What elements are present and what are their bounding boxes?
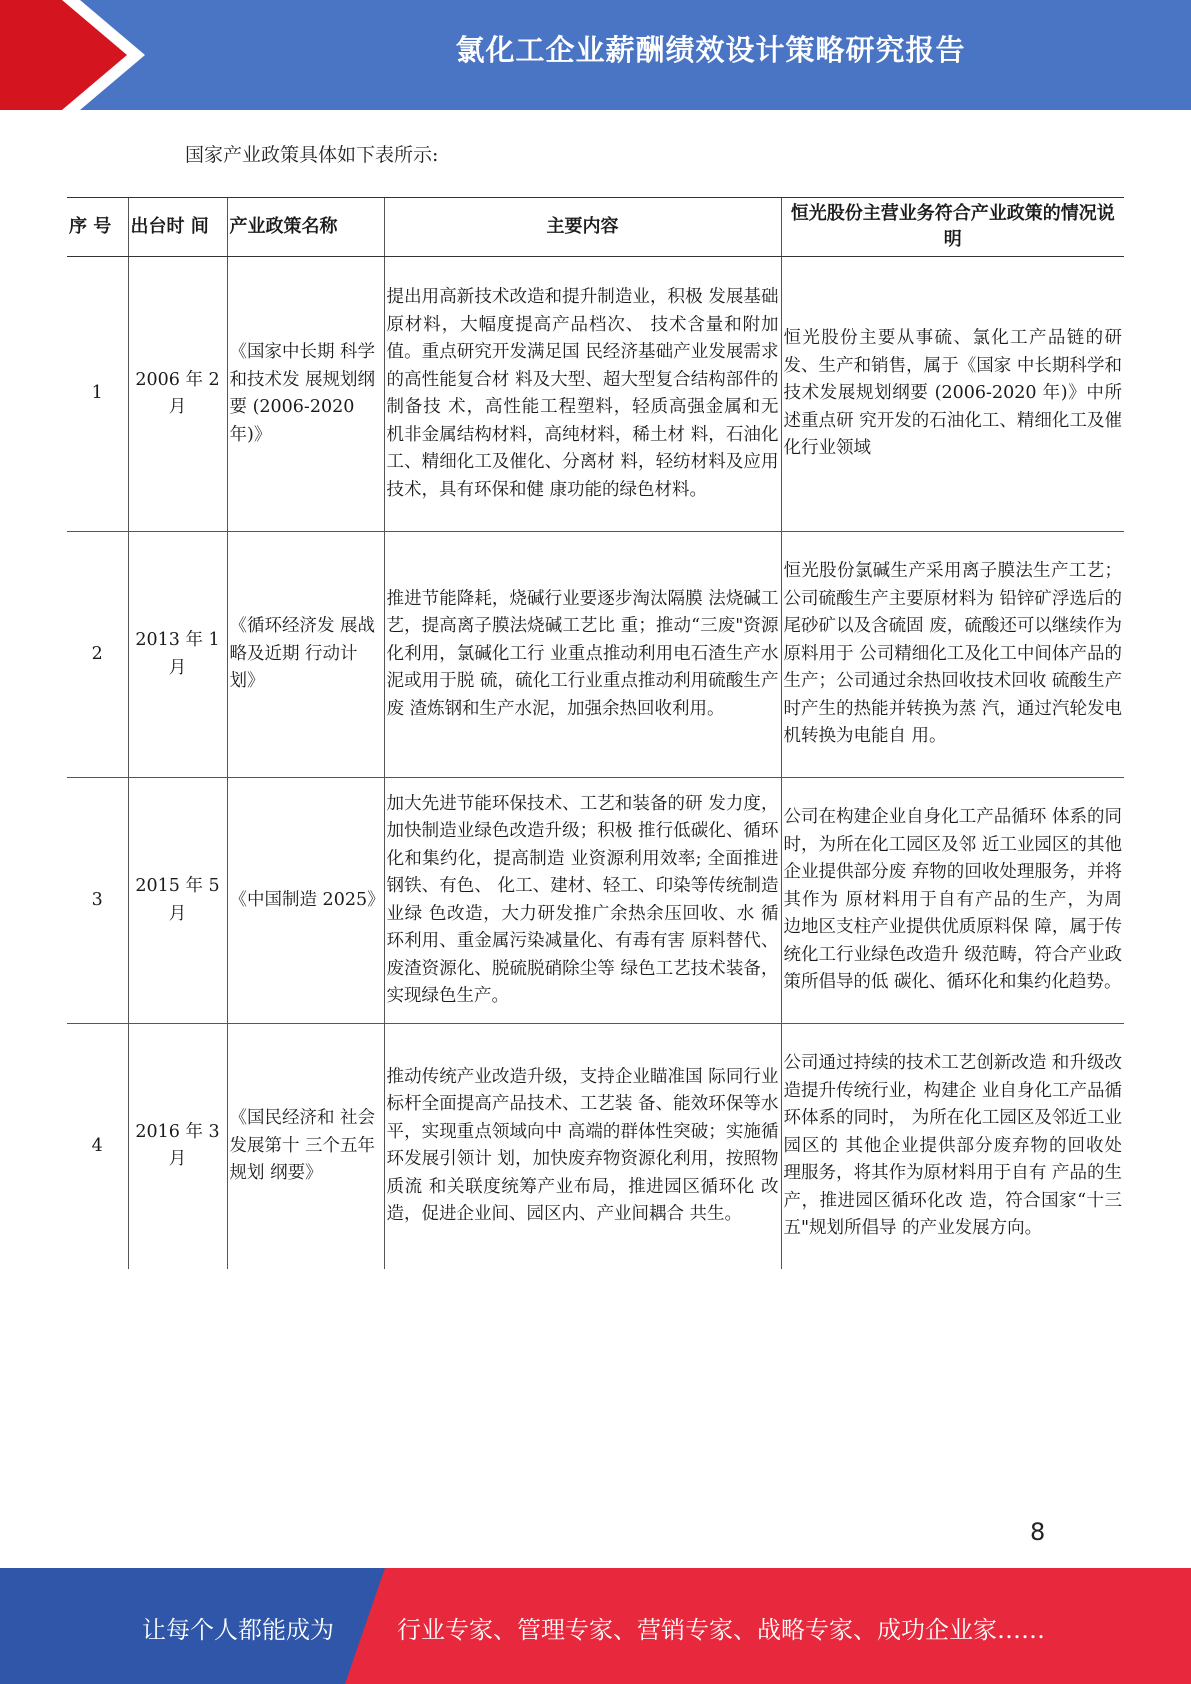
- header-description: 恒光股份主营业务符合产业政策的情况说明: [781, 198, 1124, 257]
- row-description: 公司在构建企业自身化工产品循环 体系的同时，为所在化工园区及邻 近工业园区的其他企业提供部分废 弃物的回收处理服务，并将其作为 原材料用于自有产品的生产，为周 边地区支柱产业提供优质原料保 障，属于传统化工行业绿色改造升 级范畴，符合产业政策所倡导的低 碳化、循环化和集约化趋势。: [781, 778, 1124, 1024]
- footer-slogan-right: 行业专家、管理专家、营销专家、战略专家、成功企业家……: [397, 1616, 1045, 1644]
- report-title: 氯化工企业薪酬绩效设计策略研究报告: [455, 33, 966, 67]
- page-header: [0, 0, 1191, 110]
- row-policy-name: 《国民经济和 社会发展第十 三个五年规划 纲要》: [227, 1024, 384, 1269]
- row-description: 恒光股份主要从事硫、氯化工产品链的研发、生产和销售，属于《国家 中长期科学和技术发展规划纲要 (2006-2020 年)》中所述重点研 究开发的石油化工、精细化工及催 化行业领域: [781, 257, 1124, 532]
- footer-slogan-left: 让每个人都能成为: [142, 1616, 334, 1644]
- row-date: 2016 年 3月: [128, 1024, 227, 1269]
- header-policy-name: 产业政策名称: [227, 198, 384, 257]
- row-no: 3: [67, 778, 128, 1024]
- row-policy-name: 《国家中长期 科学和技术发 展规划纲要 (2006-2020 年)》: [227, 257, 384, 532]
- row-date: 2013 年 1月: [128, 532, 227, 778]
- row-policy-name: 《循环经济发 展战略及近期 行动计划》: [227, 532, 384, 778]
- table-row: [67, 778, 1124, 1024]
- row-date: 2015 年 5月: [128, 778, 227, 1024]
- page-number: 8: [1030, 1518, 1046, 1546]
- header-date: 出台时 间: [128, 198, 227, 257]
- row-no: 4: [91, 1135, 103, 1156]
- table-row: [67, 532, 1124, 778]
- row-description: 恒光股份氯碱生产采用离子膜法生产工艺；公司硫酸生产主要原材料为 铅锌矿浮选后的尾砂矿以及含硫固 废，硫酸还可以继续作为原料用于 公司精细化工及化工中间体产品的 生产；公司通过余热回收技术回收 硫酸生产时产生的热能并转换为蒸 汽，通过汽轮发电机转换为电能自 用。: [781, 532, 1124, 778]
- row-no: 2: [67, 532, 128, 778]
- table-row: [67, 257, 1124, 532]
- row-no: 1: [67, 257, 128, 532]
- row-main-content: 推进节能降耗，烧碱行业要逐步淘汰隔膜 法烧碱工艺，提高离子膜法烧碱工艺比 重；推动“三废"资源化利用，氯碱化工行 业重点推动利用电石渣生产水泥或用于脱 硫，硫化工行业重点推动利用硫酸生产废 渣炼钢和生产水泥，加强余热回收利用。: [384, 532, 781, 778]
- header-no: 序 号: [67, 198, 128, 257]
- table-header-row: [67, 198, 1124, 257]
- table-row: [67, 1024, 1124, 1269]
- intro-text: 国家产业政策具体如下表所示:: [185, 144, 439, 166]
- row-date: 2006 年 2月: [128, 257, 227, 532]
- row-main-content: 加大先进节能环保技术、工艺和装备的研 发力度，加快制造业绿色改造升级；积极 推行低碳化、循环化和集约化，提高制造 业资源利用效率; 全面推进钢铁、有色、 化工、建材、轻工、印染等传统制造业绿 色改造，大力研发推广余热余压回收、水 循环利用、重金属污染减量化、有毒有害 原料替代、废渣资源化、脱硫脱硝除尘等 绿色工艺技术装备，实现绿色生产。: [384, 778, 781, 1024]
- policy-table: [67, 197, 1124, 1269]
- row-main-content: 推动传统产业改造升级，支持企业瞄准国 际同行业标杆全面提高产品技术、工艺装 备、能效环保等水平，实现重点领域向中 高端的群体性突破；实施循环发展引领计 划，加快废弃物资源化利用，按照物质流 和关联度统筹产业布局，推进园区循环化 改造，促进企业间、园区内、产业间耦合 共生。: [384, 1024, 781, 1269]
- row-policy-name: 《中国制造 2025》: [227, 778, 384, 1024]
- header-main-content: 主要内容: [384, 198, 781, 257]
- row-main-content: 提出用高新技术改造和提升制造业，积极 发展基础原材料，大幅度提高产品档次、 技术含量和附加值。重点研究开发满足国 民经济基础产业发展需求的高性能复合材 料及大型、超大型复合结构部件的制备技 术，高性能工程塑料，轻质高强金属和无 机非金属结构材料，高纯材料，稀土材 料，石油化工、精细化工及催化、分离材 料，轻纺材料及应用技术，具有环保和健 康功能的绿色材料。: [384, 257, 781, 532]
- row-description: 公司通过持续的技术工艺创新改造 和升级改造提升传统行业，构建企 业自身化工产品循环体系的同时， 为所在化工园区及邻近工业园区的 其他企业提供部分废弃物的回收处 理服务，将其作为原材料用于自有 产品的生产，推进园区循环化改 造，符合国家“十三五"规划所倡导 的产业发展方向。: [781, 1024, 1124, 1269]
- page-footer: [0, 1568, 1191, 1684]
